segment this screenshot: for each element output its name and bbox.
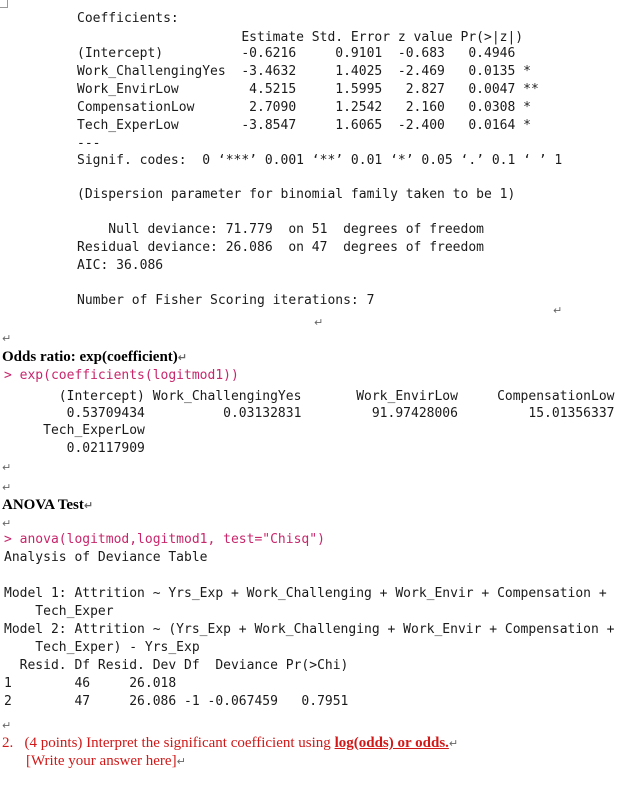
anova-heading: ANOVA Test↵	[2, 497, 94, 513]
signif-codes: Signif. codes: 0 ‘***’ 0.001 ‘**’ 0.01 ‘*’ 0.05 ‘.’ 0.1 ‘ ’ 1	[77, 153, 563, 168]
anova-row: 2 47 26.086 -1 -0.067459 0.7951	[4, 694, 349, 709]
question-number: 2.	[2, 735, 14, 751]
page-corner-mark	[0, 0, 8, 8]
anova-model-2: Model 2: Attrition ~ (Yrs_Exp + Work_Challenging + Work_Envir + Compensation +	[4, 622, 615, 637]
odds-values-row: 0.02117909	[4, 441, 145, 456]
anova-row: 1 46 26.018	[4, 676, 177, 691]
odds-names-row: (Intercept) Work_ChallengingYes Work_EnvirLow CompensationLow	[4, 389, 615, 404]
odds-names-row: Tech_ExperLow	[4, 423, 145, 438]
odds-command: > exp(coefficients(logitmod1))	[4, 368, 239, 383]
return-mark-icon: ↵	[2, 517, 12, 530]
coef-row: Work_ChallengingYes -3.4632 1.4025 -2.469 0.0135 *	[77, 64, 531, 79]
return-mark-icon: ↵	[448, 737, 459, 750]
return-mark-icon: ↵	[176, 755, 186, 768]
return-mark-icon: ↵	[2, 461, 12, 474]
anova-command: > anova(logitmod,logitmod1, test="Chisq")	[4, 532, 325, 547]
anova-model-1-cont: Tech_Exper	[4, 604, 114, 619]
coefficients-header: Coefficients:	[77, 11, 179, 26]
return-mark-icon: ↵	[553, 304, 563, 317]
fisher-iterations: Number of Fisher Scoring iterations: 7	[77, 293, 375, 308]
question-emphasis: log(odds) or odds.	[334, 735, 449, 751]
aic-value: AIC: 36.086	[77, 258, 164, 273]
coef-separator: ---	[77, 136, 101, 151]
coef-row: (Intercept) -0.6216 0.9101 -0.683 0.4946	[77, 46, 516, 61]
anova-title: Analysis of Deviance Table	[4, 550, 208, 565]
anova-model-1: Model 1: Attrition ~ Yrs_Exp + Work_Challenging + Work_Envir + Compensation +	[4, 586, 607, 601]
return-mark-icon: ↵	[177, 351, 188, 364]
coef-row: Tech_ExperLow -3.8547 1.6065 -2.400 0.0164 *	[77, 118, 531, 133]
coef-row: Work_EnvirLow 4.5215 1.5995 2.827 0.0047 **	[77, 82, 539, 97]
null-deviance: Null deviance: 71.779 on 51 degrees of freedom	[77, 222, 484, 237]
return-mark-icon: ↵	[83, 499, 94, 512]
residual-deviance: Residual deviance: 26.086 on 47 degrees of freedom	[77, 240, 484, 255]
dispersion-note: (Dispersion parameter for binomial family taken to be 1)	[77, 187, 516, 202]
coef-row: CompensationLow 2.7090 1.2542 2.160 0.0308 *	[77, 100, 531, 115]
question-2: 2. (4 points) Interpret the significant coefficient using log(odds) or odds.↵	[2, 735, 459, 751]
return-mark-icon: ↵	[2, 332, 12, 345]
coefficients-column-header: Estimate Std. Error z value Pr(>|z|)	[77, 30, 524, 45]
anova-table-header: Resid. Df Resid. Dev Df Deviance Pr(>Chi)	[4, 658, 349, 673]
odds-values-row: 0.53709434 0.03132831 91.97428006 15.01356337	[4, 406, 615, 421]
return-mark-icon: ↵	[2, 481, 12, 494]
return-mark-icon: ↵	[2, 719, 12, 732]
return-mark-icon: ↵	[314, 316, 324, 329]
anova-model-2-cont: Tech_Exper) - Yrs_Exp	[4, 640, 200, 655]
answer-placeholder: [Write your answer here]↵	[26, 753, 186, 769]
odds-heading: Odds ratio: exp(coefficient)↵	[2, 349, 188, 365]
